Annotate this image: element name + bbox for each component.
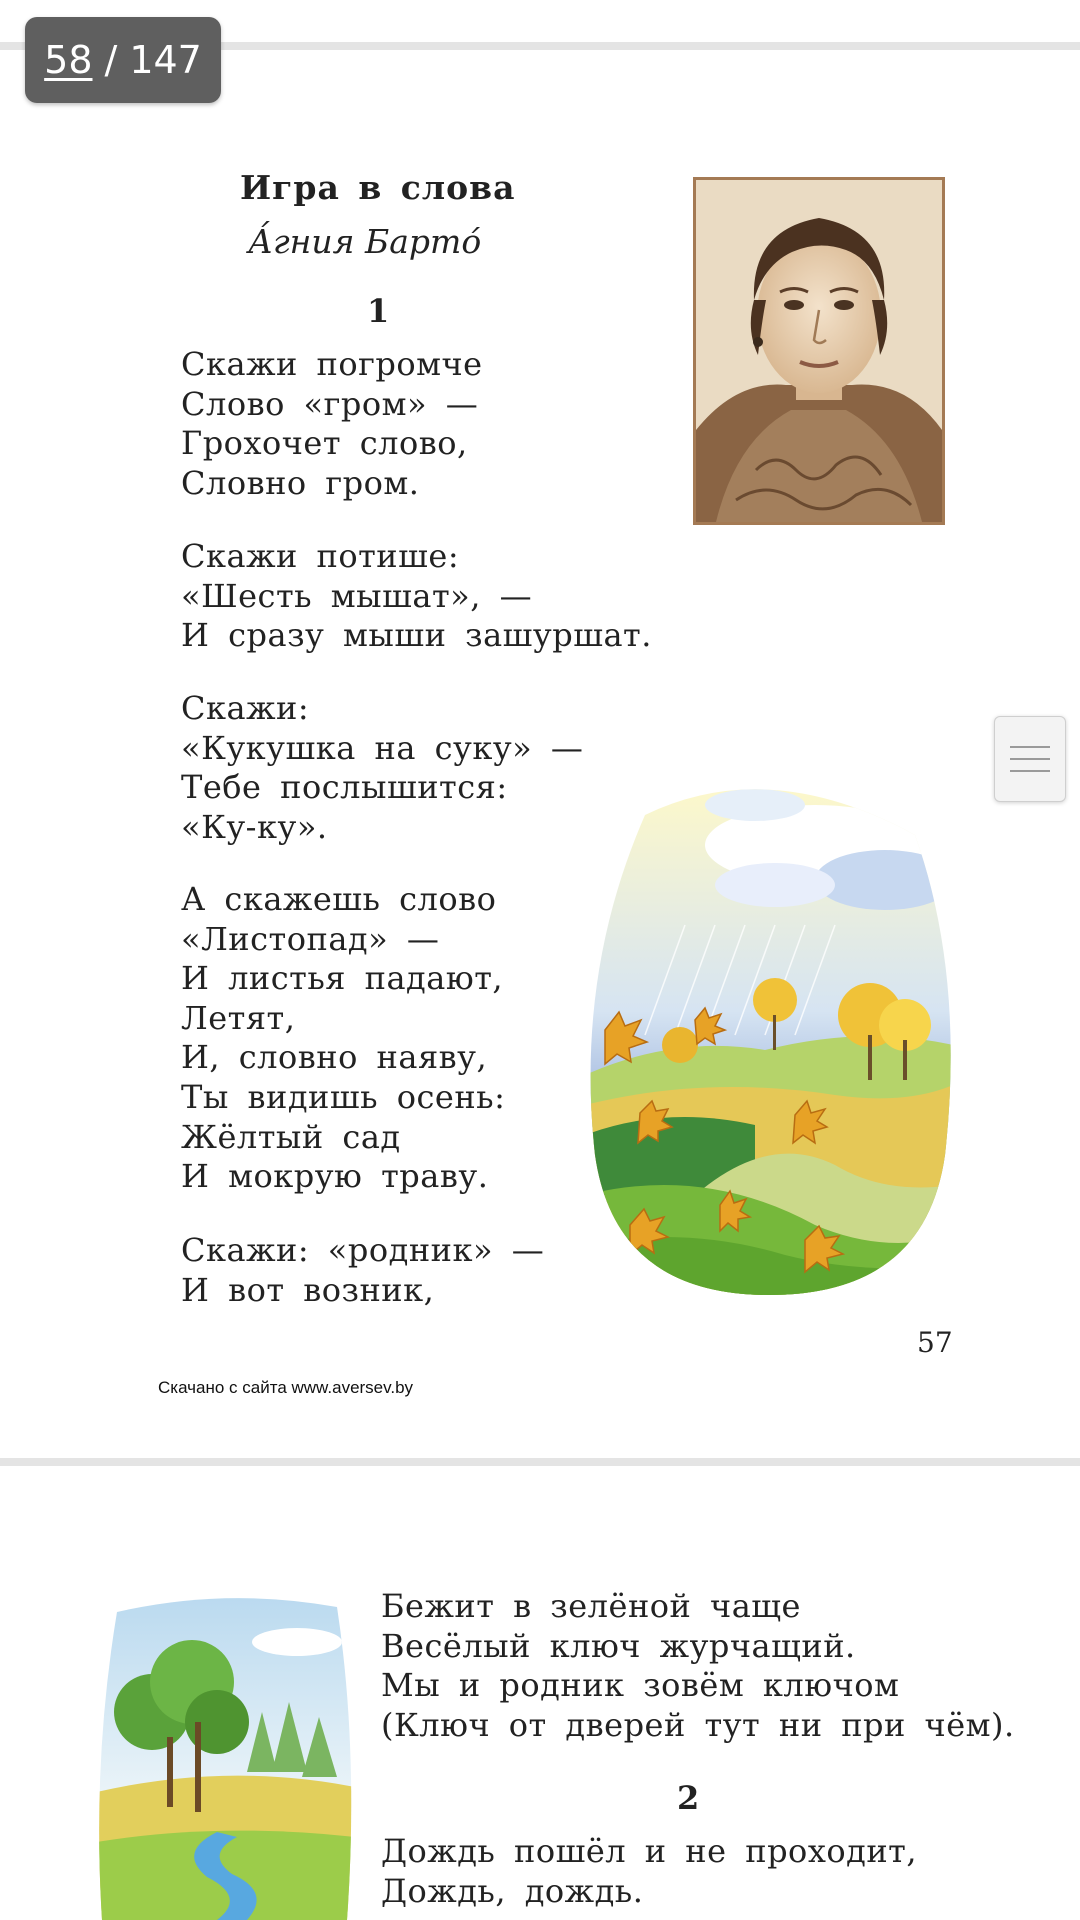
section-number-1: 1 xyxy=(367,292,390,330)
verse-line: Слово «гром» — xyxy=(181,384,479,423)
verse-line: Скажи погромче xyxy=(181,345,483,383)
verse-line: «Кукушка на суку» — xyxy=(181,728,584,767)
verse-line: Скажи: xyxy=(181,689,310,727)
stanza-1 xyxy=(181,345,483,503)
hamburger-menu-icon[interactable] xyxy=(994,716,1066,802)
poem-title: Игра в слова xyxy=(240,168,516,207)
verse-line: Весёлый ключ журчащий. xyxy=(381,1626,856,1665)
verse-line: Ты видишь осень: xyxy=(181,1077,506,1116)
author-portrait xyxy=(693,177,945,525)
verse-line: Скажи потише: xyxy=(181,537,460,575)
verse-line: А скажешь слово xyxy=(181,880,497,918)
total-pages: 147 xyxy=(129,38,202,82)
source-watermark: Скачано с сайта www.aversev.by xyxy=(158,1378,414,1397)
verse-line: Словно гром. xyxy=(181,463,420,502)
page-separator xyxy=(0,1458,1080,1466)
stanza-3 xyxy=(181,689,583,847)
verse-line: Жёлтый сад xyxy=(181,1117,401,1156)
stanza-4 xyxy=(181,880,505,1197)
autumn-rain-illustration xyxy=(585,775,953,1300)
verse-line: Дождь пошёл и не проходит, xyxy=(381,1832,918,1870)
stanza-2 xyxy=(181,537,652,656)
verse-line: «Шесть мышат», — xyxy=(181,576,533,615)
menu-line xyxy=(1010,746,1050,748)
menu-line xyxy=(1010,758,1050,760)
poem-author: А́гния Барто́ xyxy=(248,222,482,261)
stanza-7 xyxy=(381,1832,917,1911)
verse-line: Скажи: «родник» — xyxy=(181,1231,545,1269)
section-number-2: 2 xyxy=(677,1779,700,1817)
page-number: 57 xyxy=(917,1326,953,1359)
stanza-5 xyxy=(181,1231,544,1310)
verse-line: Грохочет слово, xyxy=(181,424,468,463)
page-counter-separator: / xyxy=(104,38,118,82)
verse-line: (Ключ от дверей тут ни при чём). xyxy=(381,1705,1015,1744)
verse-line: И листья падают, xyxy=(181,959,504,998)
verse-line: Дождь, дождь. xyxy=(381,1871,644,1910)
verse-line: И мокрую траву. xyxy=(181,1157,489,1196)
verse-line: Тебе послышится: xyxy=(181,768,508,807)
verse-line: И, словно наяву, xyxy=(181,1038,488,1077)
spring-stream-illustration xyxy=(97,1592,355,1920)
verse-line: Бежит в зелёной чаще xyxy=(381,1587,801,1625)
verse-line: «Ку-ку». xyxy=(181,807,328,846)
verse-line: «Листопад» — xyxy=(181,919,440,958)
verse-line: И сразу мыши зашуршат. xyxy=(181,616,652,655)
stanza-6 xyxy=(381,1587,1015,1745)
verse-line: И вот возник, xyxy=(181,1270,435,1309)
current-page-number[interactable]: 58 xyxy=(44,38,93,82)
menu-line xyxy=(1010,770,1050,772)
page-counter[interactable] xyxy=(25,17,221,103)
verse-line: Мы и родник зовём ключом xyxy=(381,1666,900,1705)
verse-line: Летят, xyxy=(181,998,296,1037)
